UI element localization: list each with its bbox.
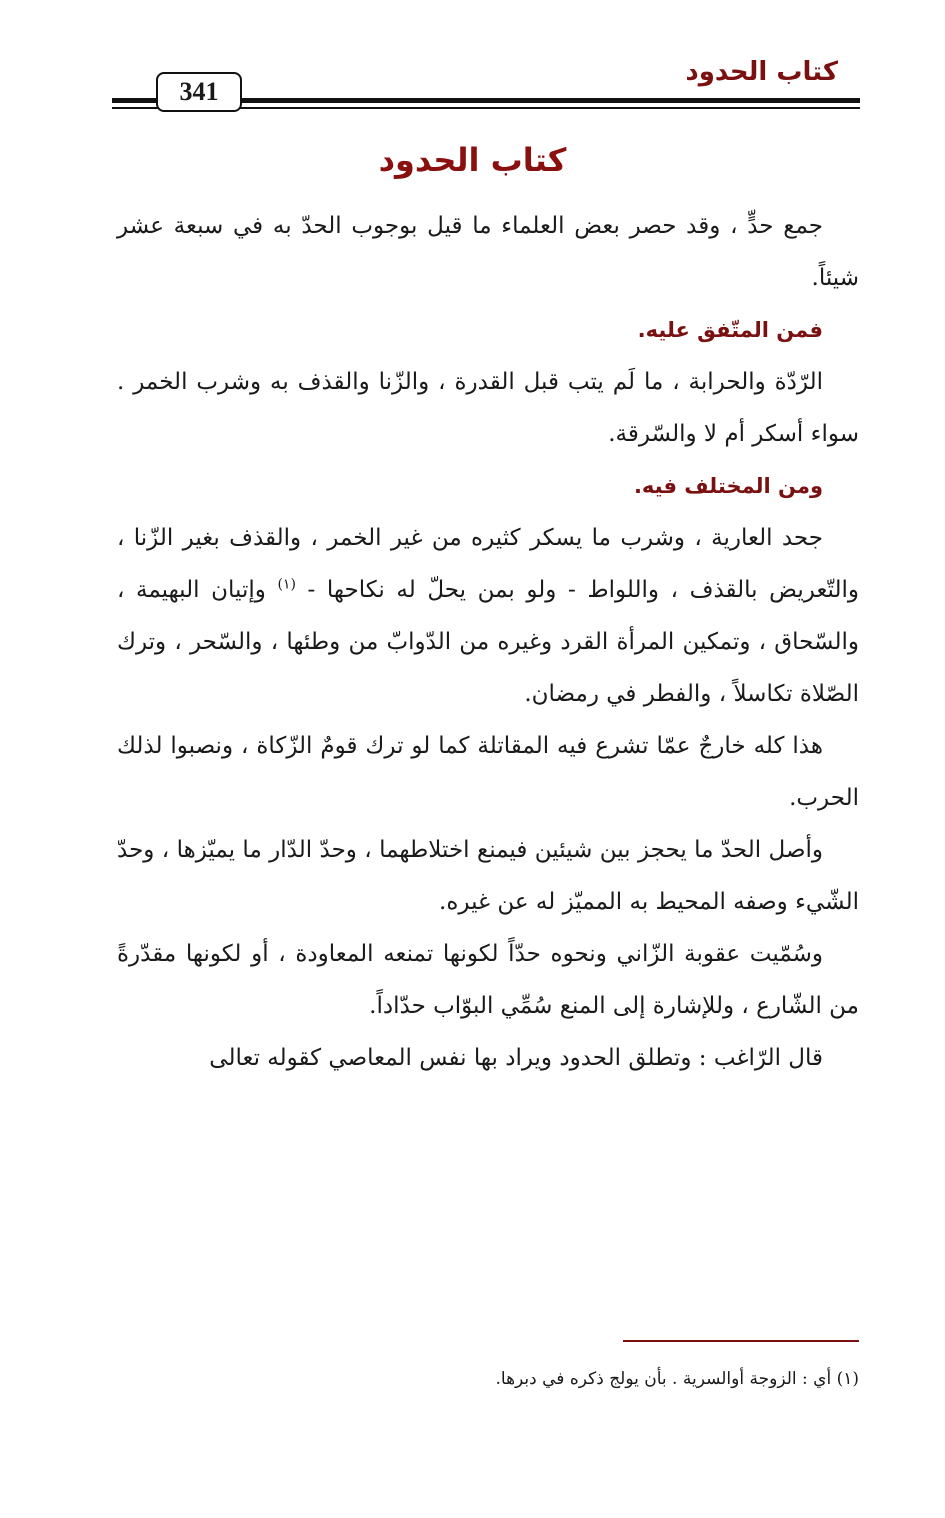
paragraph-3-part-b: وإتيان البهيمة ، والسّحاق ، وتمكين المرأة القرد وغيره من الدّوابّ من وطئها ، والسّحر ، وترك الصّلاة تكاسلاً ، والفطر في رمضان. [117,577,859,707]
page-number: 341 [156,72,242,112]
footnote: (١) أي : الزوجة أوالسرية . بأن يولج ذكره في دبرها. [495,1369,859,1389]
running-title: كتاب الحدود [685,57,838,87]
paragraph-4: هذا كله خارجٌ عمّا تشرع فيه المقاتلة كما لو ترك قومٌ الزّكاة ، ونصبوا لذلك الحرب. [117,733,859,811]
paragraph-1: جمع حدٍّ ، وقد حصر بعض العلماء ما قيل بوجوب الحدّ به في سبعة عشر شيئاً. [117,213,859,291]
subheading-agreed: فمن المتّفق عليه. [637,318,823,342]
paragraph-5: وأصل الحدّ ما يحجز بين شيئين فيمنع اختلاطهما ، وحدّ الدّار ما يميّزها ، وحدّ الشّيء وصفه المحيط به المميّز له عن غيره. [117,837,859,915]
paragraph-3 [117,512,859,720]
footnote-separator [623,1340,859,1342]
paragraph-6: وسُمّيت عقوبة الزّاني ونحوه حدّاً لكونها تمنعه المعاودة ، أو لكونها مقدّرةً من الشّارع ، وللإشارة إلى المنع سُمِّي البوّاب حدّاداً. [117,941,859,1019]
main-text [117,200,859,1084]
paragraph-2: الرّدّة والحرابة ، ما لَم يتب قبل القدرة ، والزّنا والقذف به وشرب الخمر . سواء أسكر أم لا والسّرقة. [117,369,859,447]
paragraph-3-part-a: جحد العارية ، وشرب ما يسكر كثيره من غير الخمر ، والقذف بغير الزّنا ، والتّعريض بالقذف ، واللواط - ولو بمن يحلّ له نكاحها - [117,525,859,603]
subheading-disputed: ومن المختلف فيه. [633,474,823,498]
chapter-title: كتاب الحدود [378,141,567,179]
page-header [112,52,860,112]
paragraph-7: قال الرّاغب : وتطلق الحدود ويراد بها نفس المعاصي كقوله تعالى [209,1045,823,1071]
footnote-ref[interactable]: (١) [277,576,296,593]
